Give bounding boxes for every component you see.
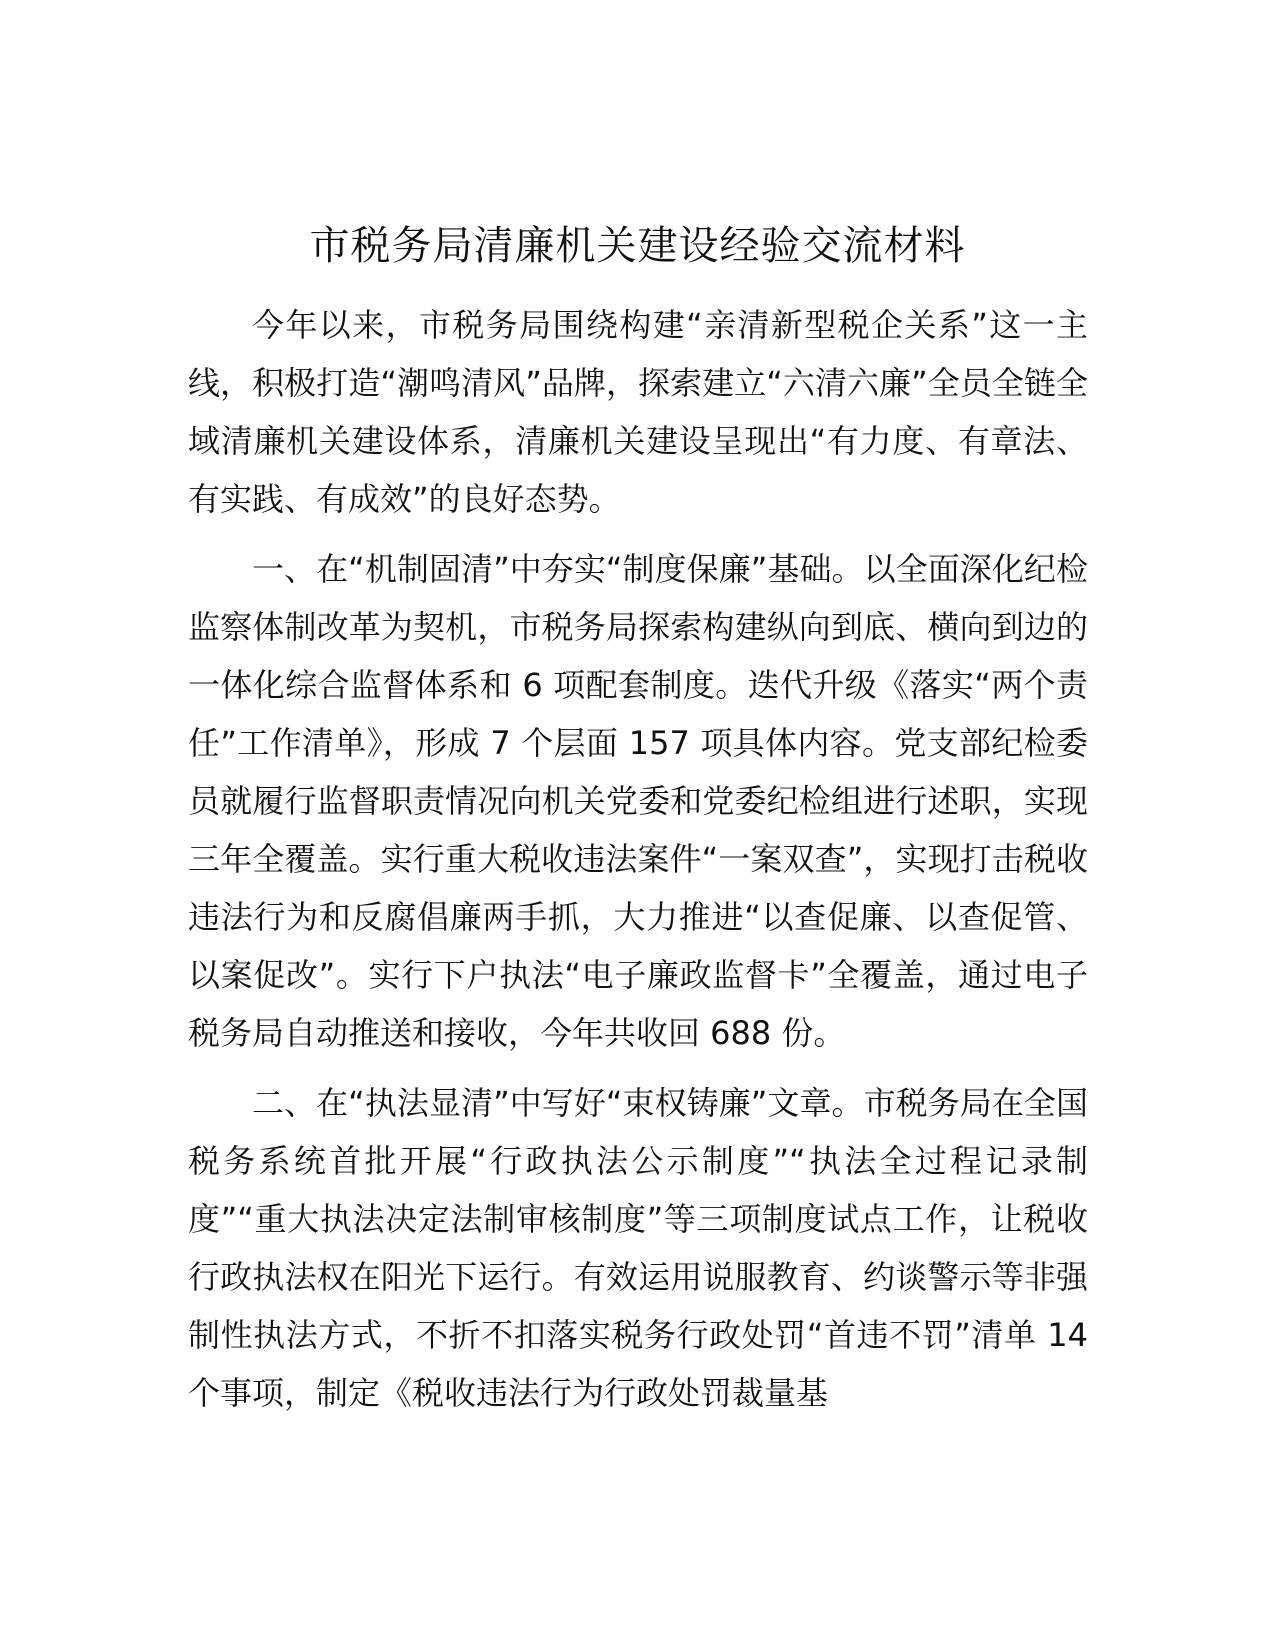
document-title: 市税务局清廉机关建设经验交流材料: [309, 223, 966, 269]
document-body: [188, 296, 1088, 1434]
paragraph-section-one: 一、在“机制固清”中夯实“制度保廉”基础。以全面深化纪检监察体制改革为契机，市税务局探索构建纵向到底、横向到边的一体化综合监督体系和 6 项配套制度。迭代升级《落实“两个责任”工作清单》，形成 7 个层面 157 项具体内容。党支部纪检委员就履行监督职责情况向机关党委和党委纪检组进行述职，实现三年全覆盖。实行重大税收违法案件“一案双查”，实现打击税收违法行为和反腐倡廉两手抓，大力推进“以查促廉、以查促管、以案促改”。实行下户执法“电子廉政监督卡”全覆盖，通过电子税务局自动推送和接收，今年共收回 688 份。: [188, 550, 1088, 1052]
paragraph-section-two: 二、在“执法显清”中写好“束权铸廉”文章。市税务局在全国税务系统首批开展“行政执法公示制度”“执法全过程记录制度”“重大执法决定法制审核制度”等三项制度试点工作，让税收行政执法权在阳光下运行。有效运用说服教育、约谈警示等非强制性执法方式，不折不扣落实税务行政处罚“首违不罚”清单 14 个事项，制定《税收违法行为行政处罚裁量基: [188, 1084, 1088, 1412]
paragraph-intro: 今年以来，市税务局围绕构建“亲清新型税企关系”这一主线，积极打造“潮鸣清风”品牌，探索建立“六清六廉”全员全链全域清廉机关建设体系，清廉机关建设呈现出“有力度、有章法、有实践、有成效”的良好态势。: [188, 306, 1088, 518]
